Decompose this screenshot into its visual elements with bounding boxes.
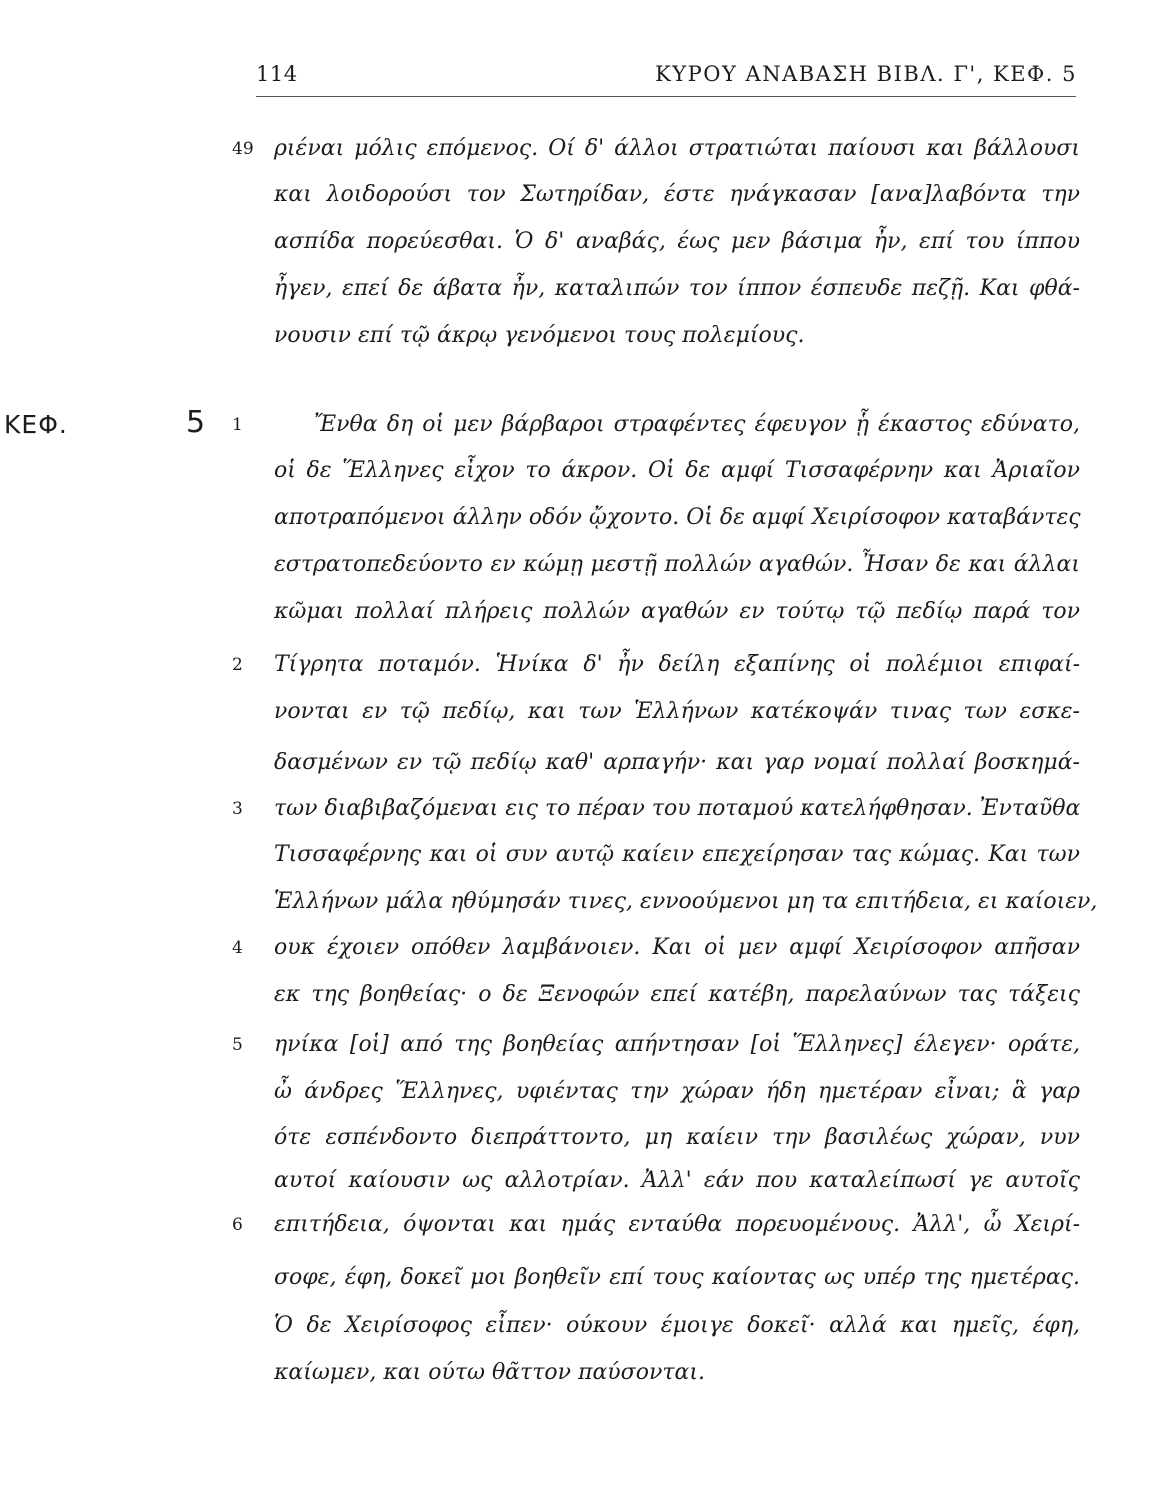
- chapter-number: 5: [186, 405, 206, 440]
- section-marker: 2: [232, 655, 243, 675]
- text-line: Ἔνθα δη οἱ μεν βάρβαροι στραφέντες έφευγον ᾗ έκαστος εδύνατο,: [314, 412, 1080, 437]
- text-line: ὦ άνδρες Ἕλληνες, υφιέντας την χώραν ήδη ημετέραν εἶναι; ἃ γαρ: [274, 1079, 1080, 1104]
- text-line: Τίγρητα ποταμόν. Ἡνίκα δ' ἦν δείλη εξαπίνης οἱ πολέμιοι επιφαί-: [274, 652, 1080, 677]
- text-line: ἦγεν, επεί δε άβατα ἦν, καταλιπών τον ίππον έσπευδε πεζῇ. Και φθά-: [274, 276, 1080, 301]
- text-line: Τισσαφέρνης και οἱ συν αυτῷ καίειν επεχείρησαν τας κώμας. Και των: [274, 842, 1080, 867]
- text-line: ριέναι μόλις επόμενος. Οί δ' άλλοι στρατιώται παίουσι και βάλλουσι: [274, 136, 1080, 161]
- text-line: Ὁ δε Χειρίσοφος εἶπεν· ούκουν έμοιγε δοκεῖ· αλλά και ημεῖς, έφη,: [274, 1313, 1080, 1338]
- text-line: ότε εσπένδοντο διεπράττοντο, μη καίειν την βασιλέως χώραν, νυν: [274, 1125, 1080, 1150]
- section-marker: 3: [232, 799, 243, 819]
- text-line: ασπίδα πορεύεσθαι. Ὁ δ' αναβάς, έως μεν βάσιμα ἦν, επί του ίππου: [274, 229, 1080, 254]
- header-rule: [256, 96, 1076, 97]
- section-marker: 5: [232, 1035, 243, 1055]
- section-marker: 1: [232, 415, 243, 435]
- page-number: 114: [256, 62, 298, 86]
- text-line: εκ της βοηθείας· ο δε Ξενοφών επεί κατέβη, παρελαύνων τας τάξεις: [274, 982, 1080, 1007]
- text-line: κῶμαι πολλαί πλήρεις πολλών αγαθών εν τούτῳ τῷ πεδίῳ παρά τον: [274, 599, 1080, 624]
- text-line: και λοιδορούσι τον Σωτηρίδαν, έστε ηνάγκασαν [ανα]λαβόντα την: [274, 182, 1080, 207]
- section-marker: 49: [232, 139, 254, 159]
- text-line: επιτήδεια, όψονται και ημάς ενταύθα πορευομένους. Ἀλλ', ὦ Χειρί-: [274, 1212, 1080, 1237]
- text-line: νουσιν επί τῷ άκρῳ γενόμενοι τους πολεμίους.: [274, 323, 805, 348]
- text-line: εστρατοπεδεύοντο εν κώμῃ μεστῇ πολλών αγαθών. Ἦσαν δε και άλλαι: [274, 552, 1080, 577]
- text-line: των διαβιβαζόμεναι εις το πέραν του ποταμού κατελήφθησαν. Ἐνταῦθα: [274, 796, 1081, 821]
- text-line: αυτοί καίουσιν ως αλλοτρίαν. Ἀλλ' εάν που καταλείπωσί γε αυτοῖς: [274, 1168, 1080, 1193]
- text-line: καίωμεν, και ούτω θᾶττον παύσονται.: [274, 1360, 705, 1385]
- section-marker: 6: [232, 1215, 243, 1235]
- text-line: σοφε, έφη, δοκεῖ μοι βοηθεῖν επί τους καίοντας ως υπέρ της ημετέρας.: [274, 1265, 1080, 1290]
- running-head: ΚΥΡΟΥ ΑΝΑΒΑΣΗ ΒΙΒΛ. Γ', ΚΕΦ. 5: [655, 62, 1077, 86]
- text-line: Ἑλλήνων μάλα ηθύμησάν τινες, εννοούμενοι μη τα επιτήδεια, ει καίοιεν,: [274, 889, 1098, 914]
- text-line: ουκ έχοιεν οπόθεν λαμβάνοιεν. Και οἱ μεν αμφί Χειρίσοφον απῆσαν: [274, 935, 1080, 960]
- text-line: οἱ δε Ἕλληνες εἶχον το άκρον. Οἱ δε αμφί Τισσαφέρνην και Ἀριαῖον: [274, 458, 1080, 483]
- chapter-label: ΚΕΦ.: [4, 410, 68, 439]
- text-line: δασμένων εν τῷ πεδίῳ καθ' αρπαγήν· και γαρ νομαί πολλαί βοσκημά-: [274, 750, 1080, 775]
- text-line: ηνίκα [οἱ] από της βοηθείας απήντησαν [οἱ Ἕλληνες] έλεγεν· οράτε,: [274, 1032, 1080, 1057]
- section-marker: 4: [232, 938, 243, 958]
- text-line: αποτραπόμενοι άλλην οδόν ᾤχοντο. Οἱ δε αμφί Χειρίσοφον καταβάντες: [274, 505, 1081, 530]
- text-line: νονται εν τῷ πεδίῳ, και των Ἑλλήνων κατέκοψάν τινας των εσκε-: [274, 699, 1080, 724]
